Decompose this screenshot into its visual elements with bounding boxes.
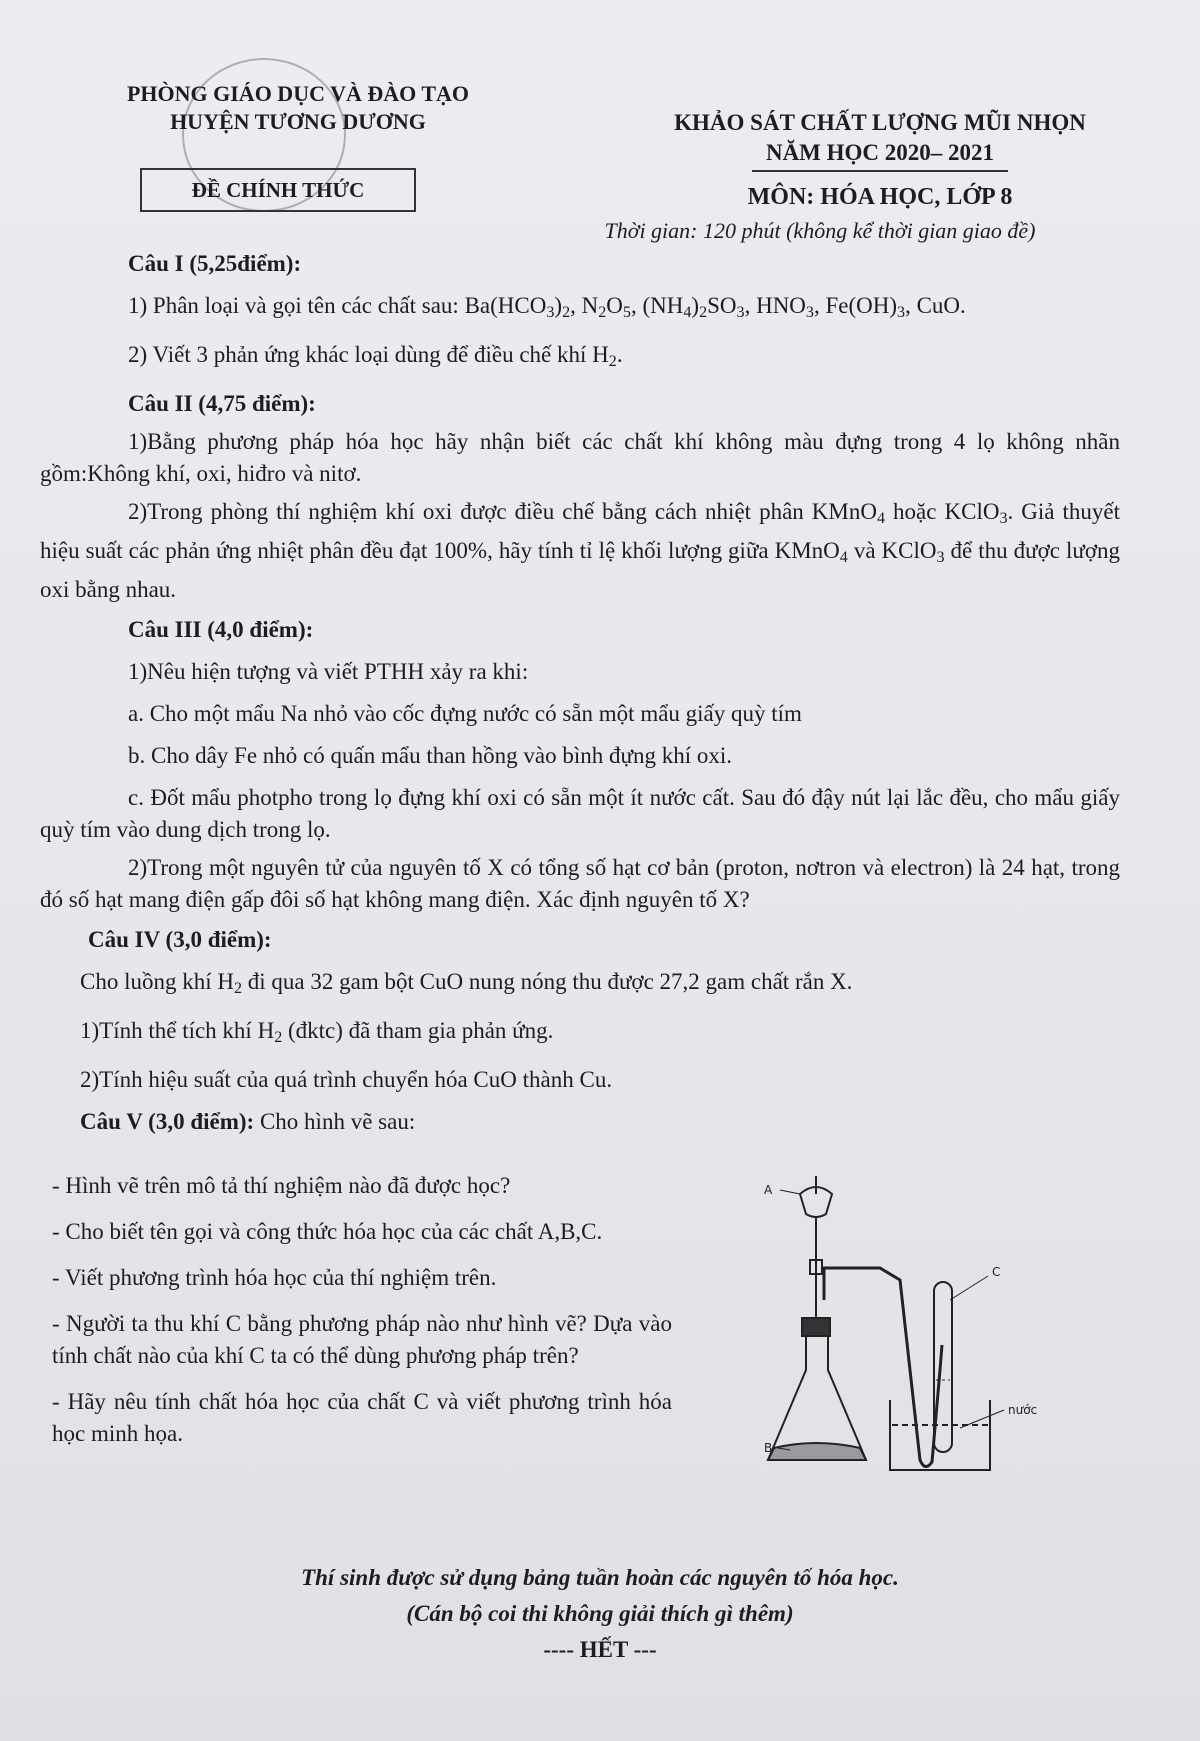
q2-part2: 2)Trong phòng thí nghiệm khí oxi được điều chế bằng cách nhiệt phân KMnO$_4$ hoặc KClO$_3$. Giả thuyết hiệu suất các phản ứng nhiệt phân đều đạt 100%, hãy tính tỉ lệ khối lượng giữa KMnO$_4$ và KClO$_3$ để thu được lượng oxi bằng nhau.: [40, 499, 1120, 603]
water-trough: [890, 1400, 990, 1470]
gas-collection-apparatus-diagram: [760, 1170, 1100, 1490]
q2-title: Câu II (4,75 điểm):: [128, 391, 316, 417]
subject-line: MÔN: HÓA HỌC, LỚP 8: [747, 184, 1013, 210]
q3-item-c: c. Đốt mẩu photpho trong lọ đựng khí oxi có sẵn một ít nước cất. Sau đó đậy nút lại lắc đều, cho mẩu giấy quỳ tím vào dung dịch trong lọ.: [40, 785, 1120, 843]
q5-item-2: - Cho biết tên gọi và công thức hóa học của các chất A,B,C.: [52, 1219, 603, 1244]
q2-part1: 1)Bằng phương pháp hóa học hãy nhận biết các chất khí không màu đựng trong 4 lọ không nhãn gồm:Không khí, oxi, hiđro và nitơ.: [40, 429, 1120, 487]
q4-part1: 1)Tính thể tích khí $H_2$ (đktc) đã tham gia phản ứng.: [80, 1018, 554, 1047]
q1-title: Câu I (5,25điểm):: [128, 251, 302, 276]
collecting-tube: [934, 1282, 952, 1452]
q5-title: Câu V (3,0 điểm):: [80, 1109, 255, 1135]
label-b: B: [764, 1441, 773, 1455]
district-name: HUYỆN TƯƠNG DƯƠNG: [170, 109, 426, 134]
official-exam-label: ĐỀ CHÍNH THỨC: [140, 168, 416, 212]
label-a: A: [764, 1183, 773, 1197]
q4-part2: 2)Tính hiệu suất của quá trình chuyển hóa CuO thành Cu.: [80, 1067, 613, 1093]
q3-part2: 2)Trong một nguyên tử của nguyên tố X có tổng số hạt cơ bản (proton, nơtron và electron) là 24 hạt, trong đó số hạt mang điện gấp đôi số hạt không mang điện. Xác định nguyên tố X?: [40, 855, 1120, 913]
school-year: NĂM HỌC 2020– 2021: [752, 138, 1008, 172]
conical-flask: [768, 1318, 866, 1460]
exam-title: KHẢO SÁT CHẤT LƯỢNG MŨI NHỌN: [674, 110, 1086, 135]
q5-item-4: - Người ta thu khí C bằng phương pháp nào như hình vẽ? Dựa vào tính chất nào của khí C ta có thể dùng phương pháp trên?: [52, 1311, 672, 1368]
q1-part1: 1) Phân loại và gọi tên các chất sau: $Ba(HCO_3)_2$, $N_2O_5$, $(NH_4)_2SO_3$, $HNO_3$, $Fe(OH)_3$, CuO.: [128, 293, 966, 322]
header-left: [78, 80, 518, 136]
q3-item-b: b. Cho dây Fe nhỏ có quấn mẩu than hồng vào bình đựng khí oxi.: [128, 743, 733, 769]
exam-body: [40, 240, 1120, 1148]
time-line: Thời gian: 120 phút (không kể thời gian giao đề): [604, 218, 1036, 243]
q3-part1: 1)Nêu hiện tượng và viết PTHH xảy ra khi:: [128, 659, 529, 685]
q3-item-a: a. Cho một mẩu Na nhỏ vào cốc đựng nước có sẵn một mẩu giấy quỳ tím: [128, 701, 802, 727]
label-water: nước: [1008, 1403, 1038, 1417]
footer: [100, 1560, 1100, 1668]
q5-item-3: - Viết phương trình hóa học của thí nghiệm trên.: [52, 1265, 497, 1290]
q4-intro: Cho luồng khí $H_2$ đi qua 32 gam bột CuO nung nóng thu được 27,2 gam chất rắn X.: [80, 969, 853, 998]
q5-item-1: - Hình vẽ trên mô tả thí nghiệm nào đã được học?: [52, 1173, 511, 1198]
q1-part2: 2) Viết 3 phản ứng khác loại dùng để điều chế khí $H_2$.: [128, 342, 623, 371]
footer-note-table: Thí sinh được sử dụng bảng tuần hoàn các nguyên tố hóa học.: [301, 1565, 899, 1590]
header-right: [600, 108, 1160, 172]
q5-item-5: - Hãy nêu tính chất hóa học của chất C và viết phương trình hóa học minh họa.: [52, 1389, 672, 1446]
q5-questions: [52, 1170, 672, 1464]
department-name: PHÒNG GIÁO DỤC VÀ ĐÀO TẠO: [126, 81, 470, 106]
dropping-funnel: [800, 1176, 832, 1335]
delivery-tube: [824, 1268, 942, 1467]
q3-title: Câu III (4,0 điểm):: [128, 617, 314, 643]
end-marker: ---- HẾT ---: [543, 1637, 657, 1662]
label-c: C: [992, 1265, 1001, 1279]
q4-title: Câu IV (3,0 điểm):: [88, 927, 272, 953]
q5-heading: Câu V (3,0 điểm): Cho hình vẽ sau:: [80, 1109, 416, 1135]
footer-note-proctor: (Cán bộ coi thi không giải thích gì thêm): [406, 1601, 794, 1626]
